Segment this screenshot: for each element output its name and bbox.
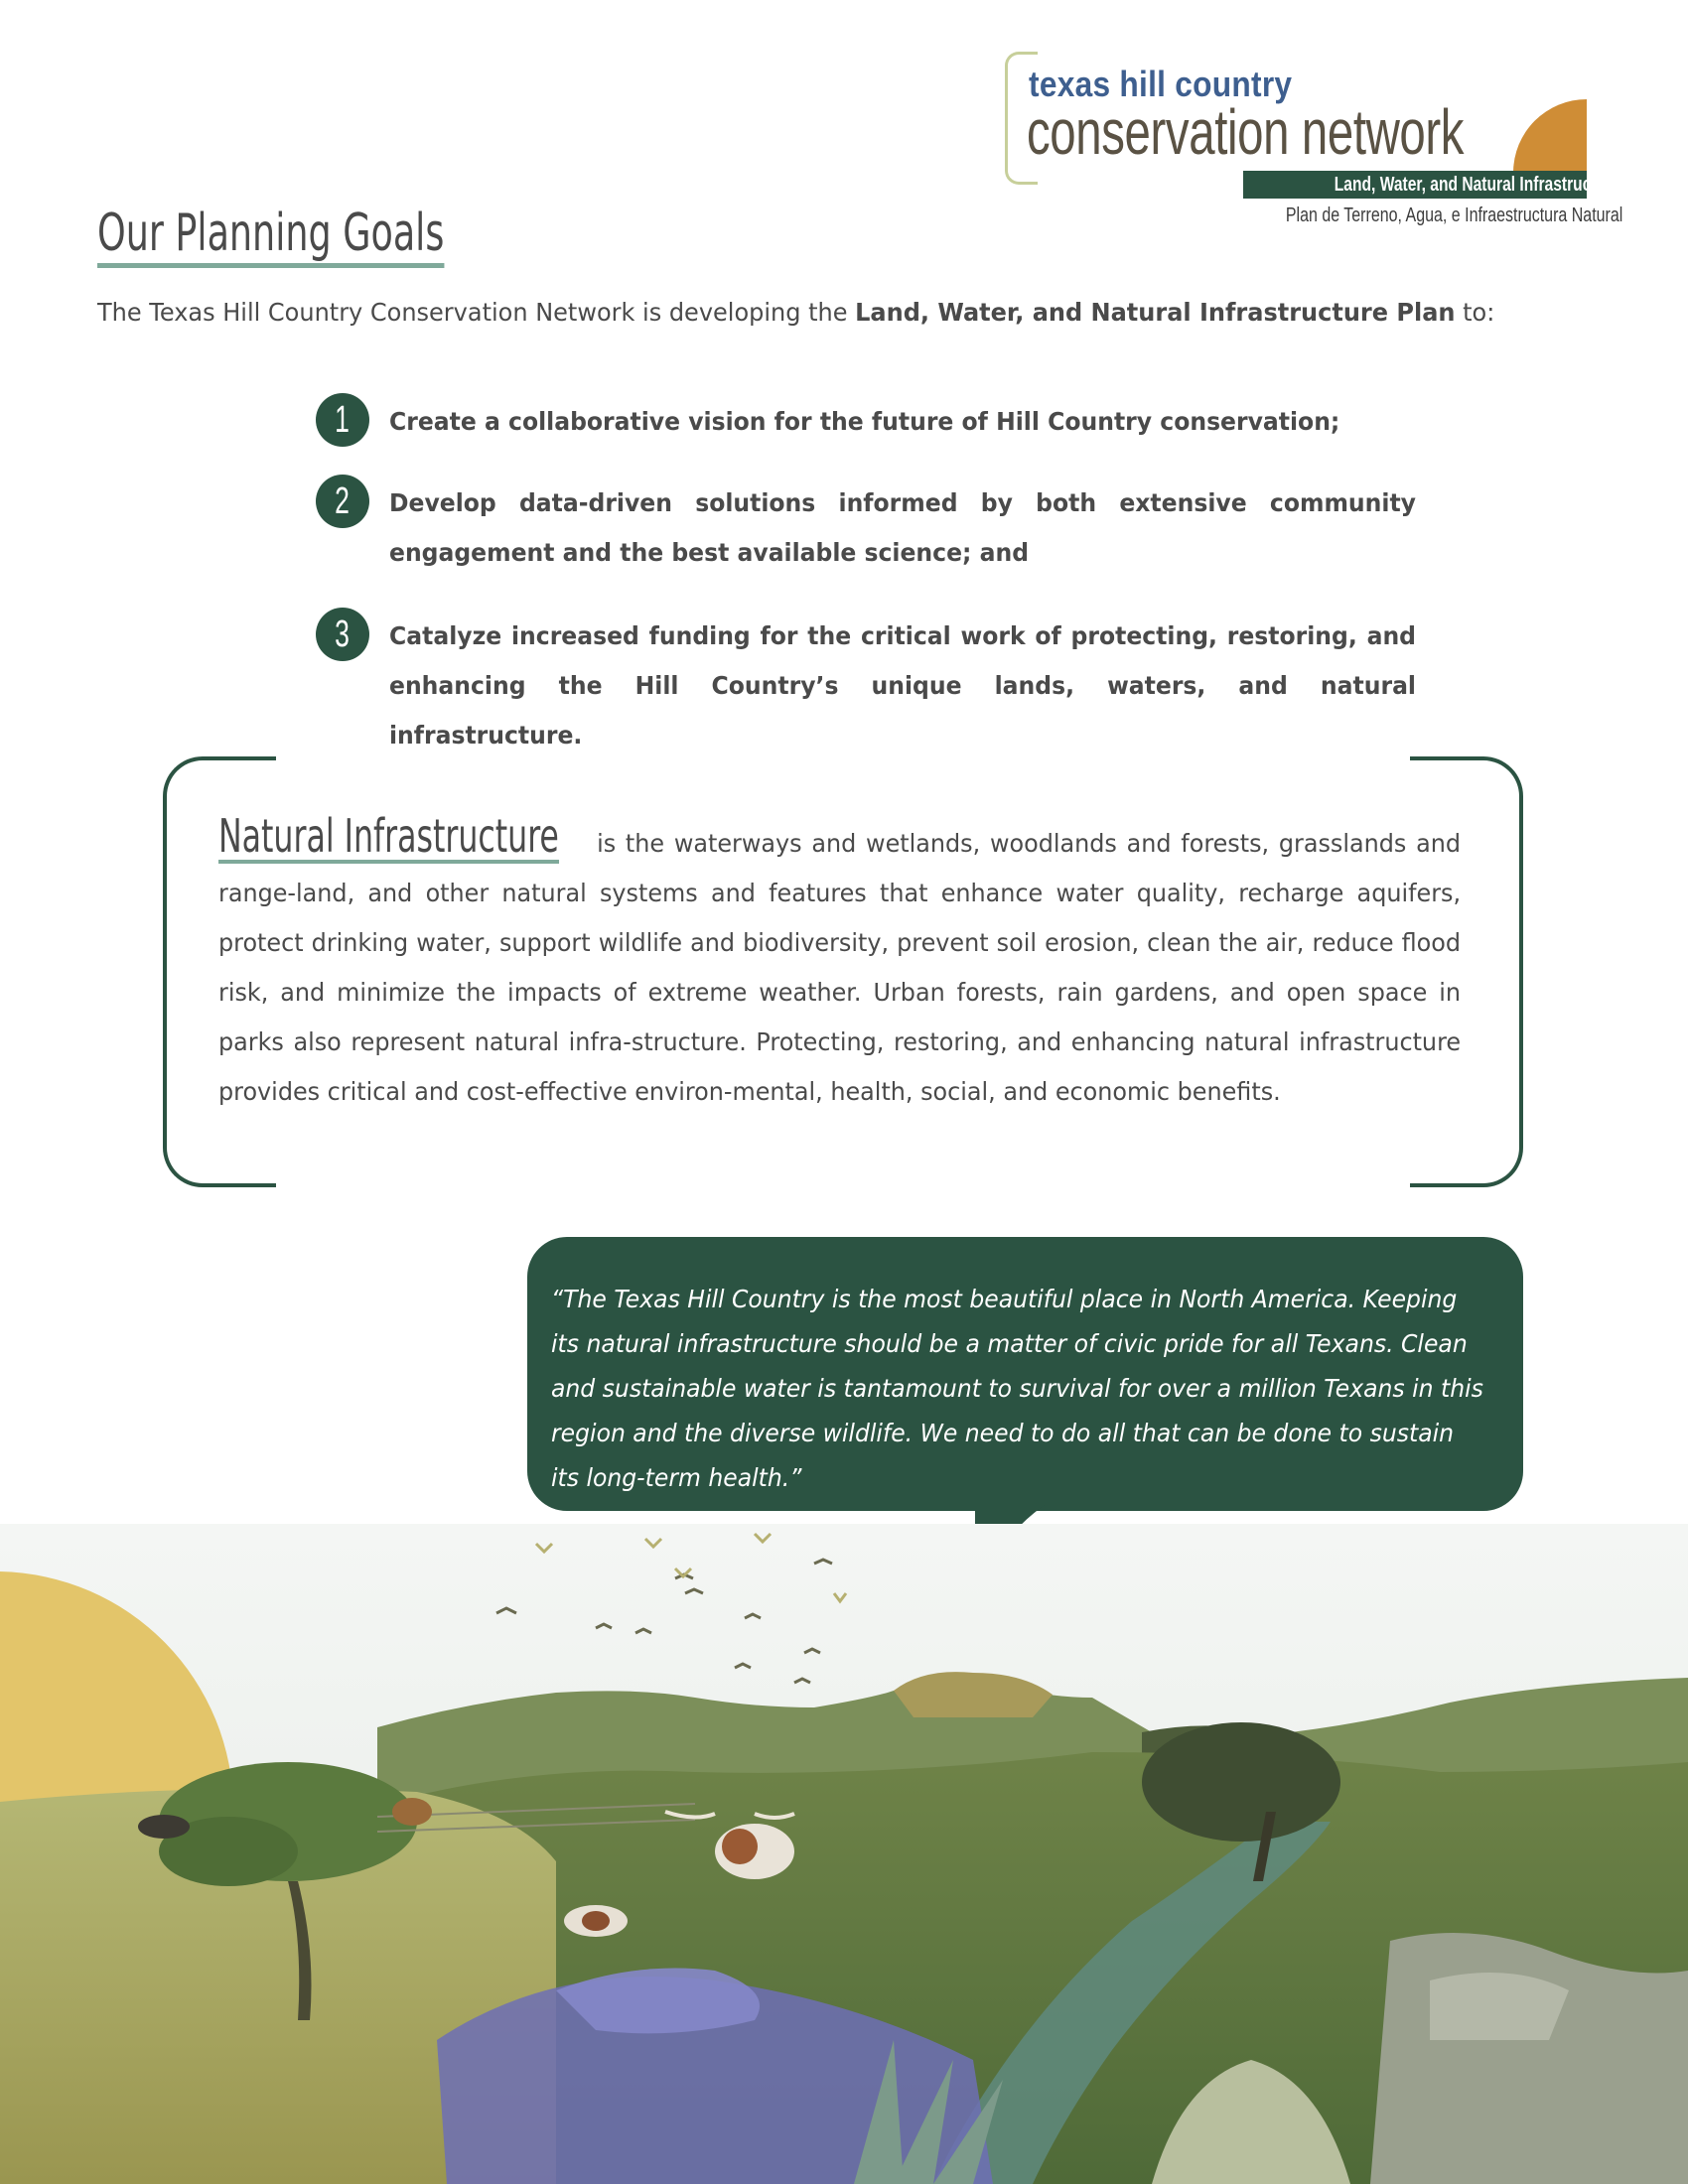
logo-plan-spanish: Plan de Terreno, Agua, e Infraestructura Natural — [1285, 205, 1623, 226]
quote-text: “The Texas Hill Country is the most beautiful place in North America. Keeping its natural infrastructure should be a matter of civic pride for all Texans. Clean and sustainable water is tantamount to survival for over a million Texans in this region and the diverse wildlife. We need to do all that can be done to sustain its long-term health.” — [551, 1285, 1483, 1492]
goal-number-badge: 2 — [316, 475, 369, 528]
logo-sun-icon — [1513, 99, 1587, 173]
logo — [1003, 48, 1658, 236]
goal-number-badge: 3 — [316, 608, 369, 661]
natural-infrastructure-term: Natural Infrastructure — [218, 809, 559, 863]
page-title: Our Planning Goals — [97, 204, 444, 268]
natural-infrastructure-box — [163, 756, 1523, 1183]
logo-line-1: texas hill country — [1029, 64, 1293, 104]
intro-paragraph: The Texas Hill Country Conservation Network is developing the Land, Water, and Natural Infrastructure Plan to: — [97, 298, 1495, 327]
goal-text: Create a collaborative vision for the future of Hill Country conservation; — [389, 407, 1340, 436]
goal-number-badge: 1 — [316, 393, 369, 447]
goal-text: Develop data-driven solutions informed by both extensive community engagement and the best available science; and — [389, 488, 1416, 567]
hill-country-landscape-illustration — [0, 1524, 1688, 2184]
natural-infrastructure-definition: Natural Infrastructure is the waterways and wetlands, woodlands and forests, grasslands and range-land, and other natural systems and features that enhance water quality, recharge aquifers, protect drinking water, support wildlife and biodiversity, prevent soil erosion, clean the air, reduce flood risk, and minimize the impacts of extreme weather. Urban forests, rain gardens, and open space in parks also represent natural infra-structure. Protecting, restoring, and enhancing natural infrastructure provides critical and cost-effective environ-mental, health, social, and economic benefits. — [218, 809, 1462, 1106]
plan-name: Land, Water, and Natural Infrastructure Plan — [855, 298, 1456, 327]
goal-text: Catalyze increased funding for the critical work of protecting, restoring, and enhancing the Hill Country’s unique lands, waters, and natural infrastructure. — [389, 621, 1416, 750]
logo-plan-bar: Land, Water, and Natural Infrastructure Plan — [1243, 171, 1587, 199]
logo-line-2: conservation network — [1027, 96, 1465, 168]
quote-bubble — [527, 1237, 1523, 1511]
